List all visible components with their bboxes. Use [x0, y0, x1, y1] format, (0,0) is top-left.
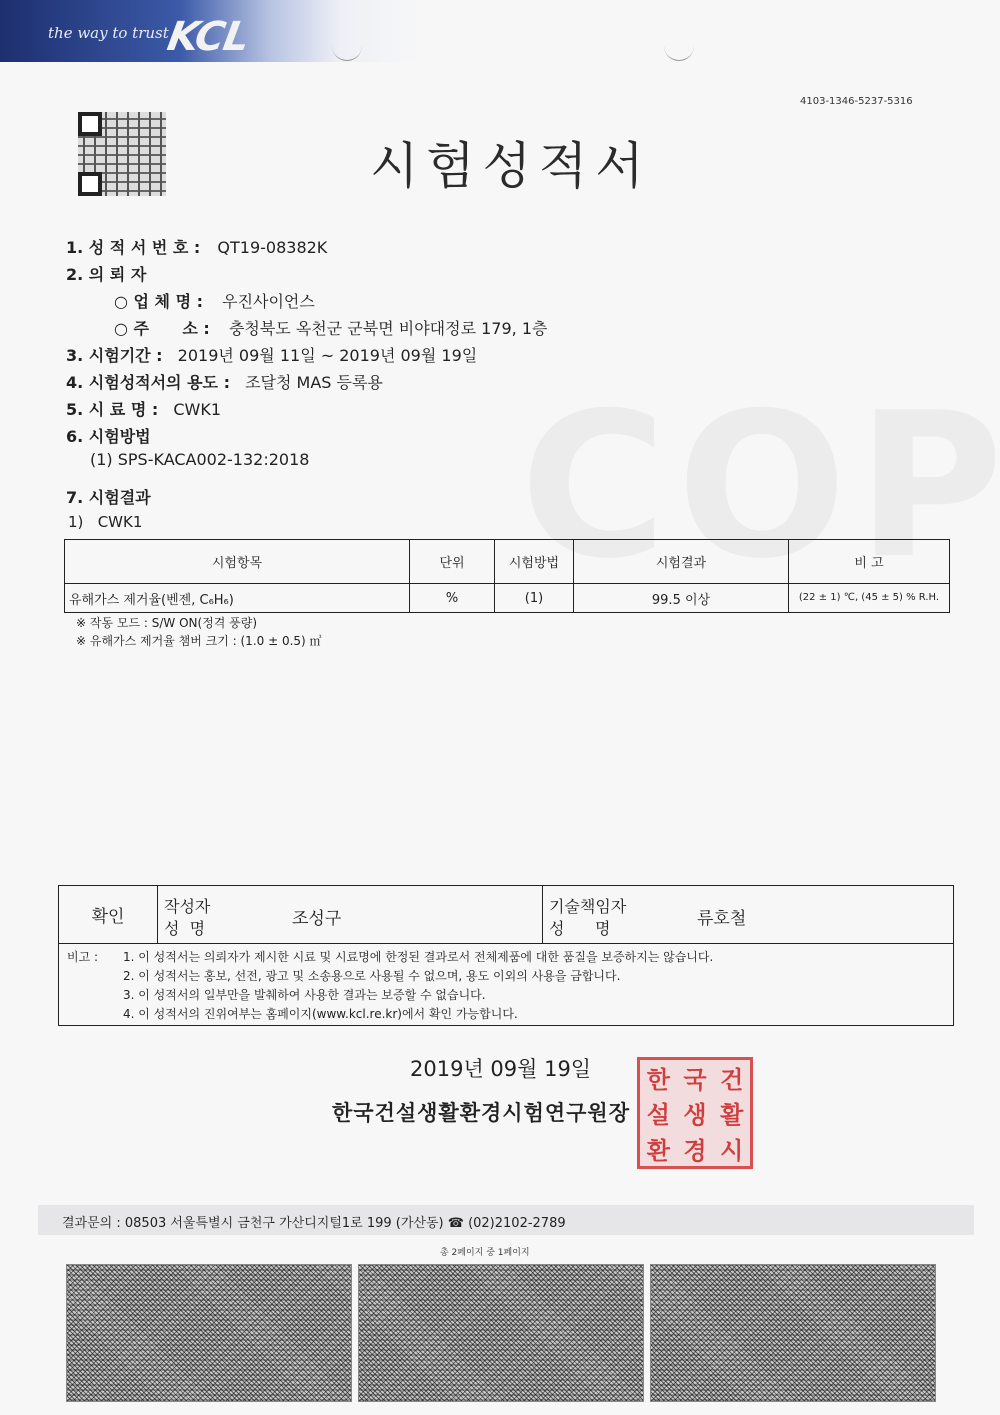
- column-header: 시험방법: [495, 540, 574, 584]
- sample-label: 5. 시 료 명 :: [66, 400, 159, 419]
- security-code-pattern: [66, 1264, 352, 1402]
- company-name: 우진사이언스: [222, 292, 315, 311]
- issue-date: 2019년 09월 19일: [410, 1057, 592, 1081]
- results-table: [64, 539, 950, 613]
- table-header-row: [65, 540, 950, 584]
- seal-char: 설: [646, 1101, 670, 1130]
- method-label: 6. 시험방법: [66, 427, 151, 446]
- seal-char: 건: [720, 1066, 744, 1095]
- test-item: 유해가스 제거율(벤젠, C₆H₆): [65, 584, 410, 613]
- contact-info: 결과문의 : 08503 서울특별시 금천구 가산디지털1로 199 (가산동) ☎ (02)2102-2789: [62, 1216, 566, 1231]
- report-number: QT19-08382K: [217, 238, 328, 257]
- tagline: the way to trust: [48, 24, 169, 42]
- company-label: ○ 업 체 명 :: [114, 292, 204, 311]
- organization-name: 한국건설생활환경시험연구원장: [332, 1101, 631, 1125]
- remark: (22 ± 1) ℃, (45 ± 5) % R.H.: [789, 584, 950, 613]
- method: (1) SPS-KACA002-132:2018: [90, 450, 310, 469]
- page-title: 시험성적서: [370, 137, 652, 195]
- address: 충청북도 옥천군 군북면 비야대정로 179, 1층: [228, 319, 548, 338]
- signature-row: [59, 886, 954, 944]
- column-header: 단위: [410, 540, 495, 584]
- seal-char: 환: [646, 1136, 670, 1165]
- note: ※ 작동 모드 : S/W ON(정격 풍량): [76, 616, 258, 630]
- seal-char: 국: [683, 1066, 707, 1095]
- remarks-row: [59, 944, 954, 1026]
- column-header: 시험항목: [65, 540, 410, 584]
- address-row: [114, 316, 547, 339]
- remarks-cell: [59, 944, 954, 1026]
- security-code-pattern: [358, 1264, 644, 1402]
- author-label: 작성자: [164, 897, 211, 916]
- report-number-label: 1. 성 적 서 번 호 :: [66, 238, 201, 257]
- remark-item: 1. 이 성적서는 의뢰자가 제시한 시료 및 시료명에 한정된 결과로서 전체제품에 대한 품질을 보증하지는 않습니다.: [123, 950, 714, 964]
- column-header: 시험결과: [574, 540, 789, 584]
- qr-code-icon: [78, 112, 166, 196]
- report-number-row: [66, 235, 327, 258]
- address-label: ○ 주 소 :: [114, 319, 210, 338]
- purpose-row: [66, 370, 383, 393]
- author-cell: [158, 886, 543, 944]
- security-code-pattern: [650, 1264, 936, 1402]
- official-seal: [637, 1057, 753, 1169]
- document-number: 4103-1346-5237-5316: [800, 96, 913, 107]
- page-info: 총 2페이지 중 1페이지: [440, 1248, 530, 1258]
- test-period-row: [66, 343, 477, 366]
- remark-item: 4. 이 성적서의 진위여부는 홈페이지(www.kcl.re.kr)에서 확인 가능합니다.: [123, 1007, 518, 1021]
- sample-name: CWK1: [173, 400, 222, 419]
- remarks-label: 비고 :: [67, 950, 99, 964]
- test-method: (1): [495, 584, 574, 613]
- remark-item: 2. 이 성적서는 홍보, 선전, 광고 및 소송용으로 사용될 수 없으며, 용도 이외의 사용을 금합니다.: [123, 969, 621, 983]
- confirm-label: 확인: [59, 886, 158, 944]
- table-row: [65, 584, 950, 613]
- tech-manager-name-label: 성 명: [549, 919, 611, 938]
- result-sample: 1) CWK1: [68, 513, 143, 531]
- seal-char: 활: [720, 1101, 744, 1130]
- test-result: 99.5 이상: [574, 584, 789, 613]
- seal-char: 생: [683, 1101, 707, 1130]
- seal-char: 시: [720, 1136, 744, 1165]
- remark-item: 3. 이 성적서의 일부만을 발췌하여 사용한 결과는 보증할 수 없습니다.: [123, 988, 486, 1002]
- unit: %: [410, 584, 495, 613]
- client-label: 2. 의 뢰 자: [66, 265, 147, 284]
- remarks-list: [123, 948, 713, 1024]
- purpose-label: 4. 시험성적서의 용도 :: [66, 373, 230, 392]
- confirmation-table: [58, 885, 954, 1026]
- purpose: 조달청 MAS 등록용: [245, 373, 383, 392]
- tech-manager-name: 류호철: [697, 909, 747, 929]
- author-name: 조성구: [292, 909, 342, 929]
- seal-char: 한: [646, 1066, 670, 1095]
- tech-manager-label: 기술책임자: [549, 897, 627, 916]
- sample-row: [66, 397, 221, 420]
- column-header: 비 고: [789, 540, 950, 584]
- kcl-logo: KCL: [163, 14, 253, 60]
- test-period-label: 3. 시험기간 :: [66, 346, 163, 365]
- tech-manager-cell: [543, 886, 954, 944]
- author-name-label: 성 명: [164, 919, 206, 938]
- result-label: 7. 시험결과: [66, 488, 151, 507]
- test-period: 2019년 09월 11일 ~ 2019년 09월 19일: [177, 346, 478, 365]
- note: ※ 유해가스 제거율 챔버 크기 : (1.0 ± 0.5) ㎥: [76, 634, 322, 648]
- company-row: [114, 289, 315, 312]
- seal-char: 경: [683, 1136, 707, 1165]
